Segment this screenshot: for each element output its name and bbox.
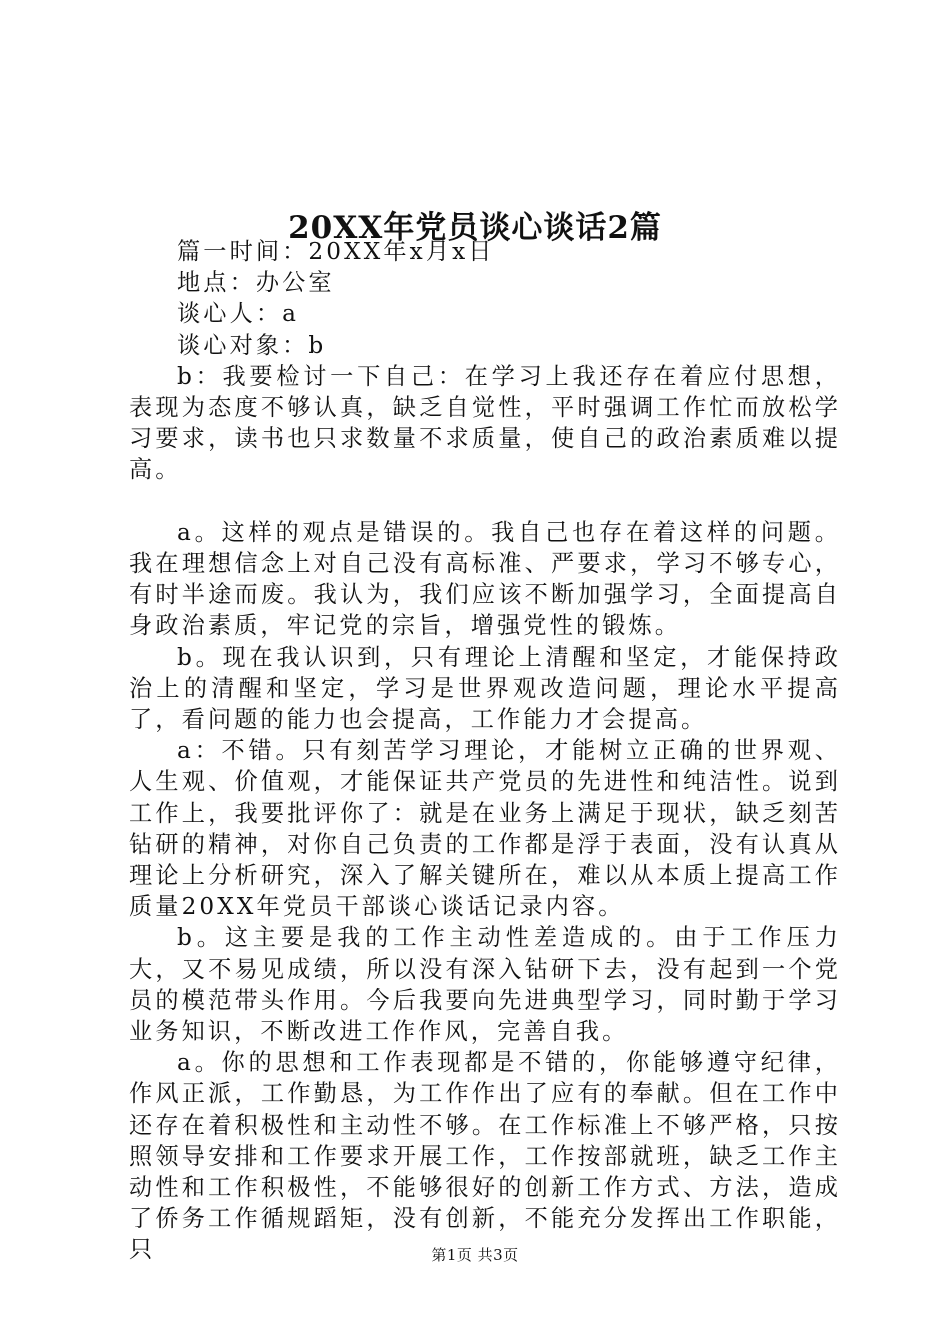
document-title: 20XX年党员谈心谈话2篇 [288, 209, 662, 246]
paragraph: b：我要检讨一下自己：在学习上我还存在着应付思想，表现为态度不够认真，缺乏自觉性，平时强调工作忙而放松学习要求，读书也只求数量不求质量，使自己的政治素质难以提高。 [129, 362, 841, 484]
paragraph: a。这样的观点是错误的。我自己也存在着这样的问题。我在理想信念上对自己没有高标准、严要求，学习不够专心，有时半途而废。我认为，我们应该不断加强学习，全面提高自身政治素质，牢记党的宗旨，增强党性的锻炼。 [129, 518, 841, 640]
meta-speaker: 谈心人：a [177, 300, 300, 328]
meta-subject: 谈心对象：b [177, 331, 327, 359]
paragraph: b。现在我认识到，只有理论上清醒和坚定，才能保持政治上的清醒和坚定，学习是世界观改造问题，理论水平提高了，看问题的能力也会提高，工作能力才会提高。 [129, 643, 841, 734]
meta-location: 地点：办公室 [177, 269, 335, 297]
meta-time: 篇一时间：20XX年x月x日 [177, 238, 495, 265]
paragraph: a。你的思想和工作表现都是不错的，你能够遵守纪律，作风正派，工作勤恳，为工作作出了应有的奉献。但在工作中还存在着积极性和主动性不够。在工作标准上不够严格，只按照领导安排和工作要求开展工作，工作按部就班，缺乏工作主动性和工作积极性，不能够很好的创新工作方式、方法，造成了侨务工作循规蹈矩，没有创新，不能充分发挥出工作职能，只 [129, 1049, 841, 1264]
document-body [129, 236, 841, 1266]
paragraph: b。这主要是我的工作主动性差造成的。由于工作压力大，又不易见成绩，所以没有深入钻研下去，没有起到一个党员的模范带头作用。今后我要向先进典型学习，同时勤于学习业务知识，不断改进工作作风，完善自我。 [129, 924, 841, 1046]
paragraph: a：不错。只有刻苦学习理论，才能树立正确的世界观、人生观、价值观，才能保证共产党员的先进性和纯洁性。说到工作上，我要批评你了：就是在业务上满足于现状，缺乏刻苦钻研的精神，对你自己负责的工作都是浮于表面，没有认真从理论上分析研究，深入了解关键所在，难以从本质上提高工作质量20XX年党员干部谈心谈话记录内容。 [129, 737, 841, 921]
page-number-footer: 第1页 共3页 [431, 1246, 519, 1264]
